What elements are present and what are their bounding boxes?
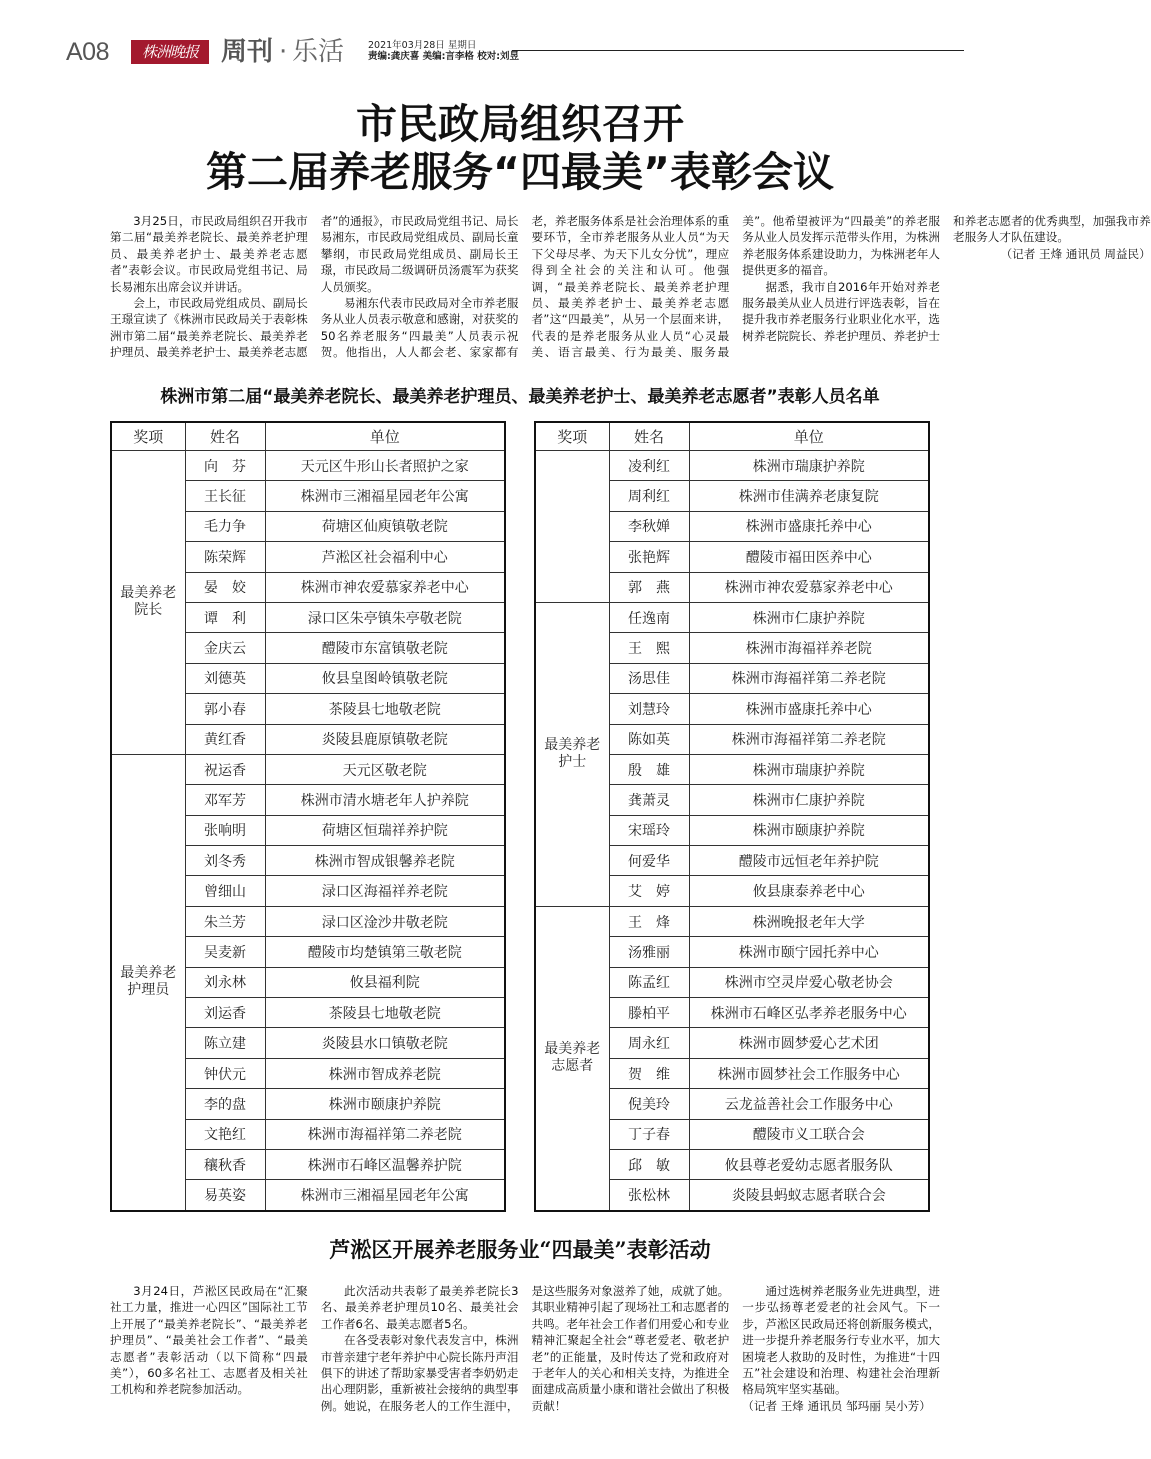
column-header-unit: 单位 bbox=[689, 422, 929, 451]
awardee-unit-cell: 攸县尊老爱幼志愿者服务队 bbox=[689, 1149, 929, 1179]
awardee-unit-cell: 株洲市佳满养老康复院 bbox=[689, 481, 929, 511]
section-separator: · bbox=[279, 37, 288, 67]
awardee-name-cell: 王长征 bbox=[185, 481, 265, 511]
awardee-name-cell: 王 熙 bbox=[609, 633, 689, 663]
awardee-unit-cell: 天元区敬老院 bbox=[265, 754, 505, 784]
awardee-name-cell: 宋瑶玲 bbox=[609, 815, 689, 845]
table-body bbox=[111, 451, 505, 1211]
awardee-name-cell: 郭小春 bbox=[185, 694, 265, 724]
awardee-name-cell: 任逸南 bbox=[609, 602, 689, 632]
awardee-unit-cell: 株洲市盛康托养中心 bbox=[689, 694, 929, 724]
awardee-name-cell: 刘慧玲 bbox=[609, 694, 689, 724]
awardee-unit-cell: 株洲市仁康护养院 bbox=[689, 785, 929, 815]
article-paragraph: 会上，市民政局党组成员、副局长王璟宣读了《株洲市民政局关于表彰株洲市第二届“最美养老院长、最美养老护理员、最美养老护士、最美养老志愿者”的通报》，市民政局党组书记、局长易湘东，市民政局党组成员、副局长童攀纲，市民政局党组成员、副局长王璟，市民政局二级调研员汤震军为获奖人员颁奖。 bbox=[110, 214, 519, 360]
awardee-unit-cell: 株洲市智成银馨养老院 bbox=[265, 846, 505, 876]
awardee-unit-cell: 株洲市三湘福星园老年公寓 bbox=[265, 481, 505, 511]
awardee-name-cell: 凌利红 bbox=[609, 451, 689, 481]
awardee-name-cell: 李秋婵 bbox=[609, 511, 689, 541]
awardee-unit-cell: 株洲市神农爱慕家养老中心 bbox=[689, 572, 929, 602]
article-paragraph: 据悉，我市自2016年开始对养老服务最美从业人员进行评选表彰，旨在提升我市养老服务行业职业化水平，选树养老院院长、养老护理员、养老护士和养老志愿者的优秀典型，加强我市养老服务人才队伍建设。 bbox=[742, 214, 1151, 343]
awardee-unit-cell: 茶陵县七地敬老院 bbox=[265, 694, 505, 724]
awardee-unit-cell: 株洲市仁康护养院 bbox=[689, 602, 929, 632]
awardee-unit-cell: 芦淞区社会福利中心 bbox=[265, 542, 505, 572]
awardee-name-cell: 汤思佳 bbox=[609, 663, 689, 693]
awardee-unit-cell: 株洲市海福祥第二养老院 bbox=[689, 724, 929, 754]
awardee-unit-cell: 荷塘区恒瑞祥养护院 bbox=[265, 815, 505, 845]
awardee-name-cell: 文艳红 bbox=[185, 1119, 265, 1149]
awardee-name-cell: 陈孟红 bbox=[609, 967, 689, 997]
article-paragraph: 通过选树养老服务业先进典型，进一步弘扬尊老爱老的社会风气。下一步，芦淞区民政局还将创新服务模式，进一步提升养老服务行专业水平，加大困境老人救助的及时性，为推进“十四五”社会建设和治理、构建社会治理新格局筑牢坚实基础。 bbox=[742, 1284, 940, 1397]
awardee-unit-cell: 株洲市神农爱慕家养老中心 bbox=[265, 572, 505, 602]
awardee-name-cell: 丁子春 bbox=[609, 1119, 689, 1149]
awardee-name-cell: 钟伏元 bbox=[185, 1058, 265, 1088]
masthead bbox=[66, 36, 966, 68]
awardee-name-cell: 李的盘 bbox=[185, 1089, 265, 1119]
table-row bbox=[111, 451, 505, 481]
article-paragraph: 易湘东代表市民政局对全市养老服务从业人员表示敬意和感谢，对获奖的50名养老服务“四最美”人员表示祝贺。他指出，人人都会老、家家都有老，养老服务体系是社会治理体系的重要环节，全市养老服务从业人员“为天下父母尽孝、为天下儿女分忧”，理应得到全社会的关注和认可。他强调，“最美养老院长、最美养老护理员、最美养老护士、最美养老志愿者”这“四最美”，从另一个层面来讲，代表的是养老服务从业人员“心灵最美、语言最美、行为最美、服务最美”。他希望被评为“四最美”的养老服务从业人员发挥示范带头作用，为株洲养老服务体系建设助力，为株洲老年人提供更多的福音。 bbox=[320, 214, 940, 360]
table-row bbox=[111, 754, 505, 784]
awardee-name-cell: 王 烽 bbox=[609, 906, 689, 936]
awardee-name-cell: 穰秋香 bbox=[185, 1149, 265, 1179]
awardee-name-cell: 郭 燕 bbox=[609, 572, 689, 602]
awardee-unit-cell: 醴陵市远恒老年养护院 bbox=[689, 846, 929, 876]
awardee-name-cell: 张艳辉 bbox=[609, 542, 689, 572]
awardee-unit-cell: 株洲市清水塘老年人护养院 bbox=[265, 785, 505, 815]
table-title: 株洲市第二届“最美养老院长、最美养老护理员、最美养老护士、最美养老志愿者”表彰人员名单 bbox=[160, 387, 880, 407]
awardee-unit-cell: 株洲晚报老年大学 bbox=[689, 906, 929, 936]
awardee-unit-cell: 炎陵县水口镇敬老院 bbox=[265, 1028, 505, 1058]
awardee-name-cell: 毛力争 bbox=[185, 511, 265, 541]
awardee-name-cell: 滕柏平 bbox=[609, 998, 689, 1028]
awardee-unit-cell: 荷塘区仙庾镇敬老院 bbox=[265, 511, 505, 541]
awardee-unit-cell: 攸县福利院 bbox=[265, 967, 505, 997]
awardee-unit-cell: 株洲市海福祥第二养老院 bbox=[265, 1119, 505, 1149]
awardee-unit-cell: 株洲市智成养老院 bbox=[265, 1058, 505, 1088]
awardee-name-cell: 倪美玲 bbox=[609, 1089, 689, 1119]
awardee-unit-cell: 天元区牛形山长者照护之家 bbox=[265, 451, 505, 481]
awardee-name-cell: 张松林 bbox=[609, 1180, 689, 1211]
awardee-name-cell: 刘德英 bbox=[185, 663, 265, 693]
awardee-unit-cell: 炎陵县蚂蚁志愿者联合会 bbox=[689, 1180, 929, 1211]
awardee-unit-cell: 株洲市石峰区弘孝养老服务中心 bbox=[689, 998, 929, 1028]
article-2-title: 芦淞区开展养老服务业“四最美”表彰活动 bbox=[329, 1237, 711, 1262]
awardee-name-cell: 邓军芳 bbox=[185, 785, 265, 815]
awardee-unit-cell: 渌口区朱亭镇朱亭敬老院 bbox=[265, 602, 505, 632]
awardee-name-cell: 陈如英 bbox=[609, 724, 689, 754]
page-number: A08 bbox=[66, 38, 109, 66]
awardee-unit-cell: 株洲市颐宁园托养中心 bbox=[689, 937, 929, 967]
awardee-unit-cell: 株洲市颐康护养院 bbox=[689, 815, 929, 845]
table-row bbox=[535, 906, 929, 936]
article-paragraph: 3月25日，市民政局组织召开我市第二届“最美养老院长、最美养老护理员、最美养老护士、最美养老志愿者”表彰会议。市民政局党组书记、局长易湘东出席会议并讲话。 bbox=[110, 214, 308, 294]
awardee-unit-cell: 株洲市三湘福星园老年公寓 bbox=[265, 1180, 505, 1211]
awardee-unit-cell: 株洲市圆梦社会工作服务中心 bbox=[689, 1058, 929, 1088]
article-body bbox=[110, 213, 1151, 373]
awardee-table-right bbox=[534, 421, 930, 1212]
awardee-name-cell: 黄红香 bbox=[185, 724, 265, 754]
table-header-row bbox=[111, 422, 505, 451]
awardee-name-cell: 刘冬秀 bbox=[185, 846, 265, 876]
awardee-name-cell: 陈荣辉 bbox=[185, 542, 265, 572]
awardee-name-cell: 刘运香 bbox=[185, 998, 265, 1028]
awardee-name-cell: 曾细山 bbox=[185, 876, 265, 906]
awardee-name-cell: 陈立建 bbox=[185, 1028, 265, 1058]
awardee-unit-cell: 攸县皇图岭镇敬老院 bbox=[265, 663, 505, 693]
article-paragraph: 此次活动共表彰了最美养老院长3名、最美养老护理员10名、最美社会工作者6名、最美志愿者5名。 bbox=[320, 1284, 519, 1331]
editor-credits: 责编:龚庆喜 美编:言李格 校对:刘昱 bbox=[368, 51, 520, 62]
awardee-unit-cell: 醴陵市均楚镇第三敬老院 bbox=[265, 937, 505, 967]
awardee-name-cell: 周利红 bbox=[609, 481, 689, 511]
awardee-name-cell: 周永红 bbox=[609, 1028, 689, 1058]
award-category-cell bbox=[535, 451, 609, 603]
awardee-unit-cell: 株洲市海福祥第二养老院 bbox=[689, 663, 929, 693]
article-paragraph: 在各受表彰对象代表发言中，株洲市普亲建宁老年养护中心院长陈丹声泪俱下的讲述了帮助家暴受害者李奶奶走出心理阴影，重新被社会接纳的典型事例。她说，在服务老人的工作生涯中，是这些服务对象滋养了她，成就了她。其职业精神引起了现场社工和志愿者的共鸣。老年社会工作者们用爱心和专业精神汇聚起全社会“尊老爱老、敬老护老”的正能量，及时传达了党和政府对于老年人的关心和相关支持，为推进全面建成高质量小康和谐社会做出了积极贡献！ bbox=[320, 1284, 730, 1413]
table-body bbox=[535, 451, 929, 1211]
column-header-name: 姓名 bbox=[185, 422, 265, 451]
awardee-name-cell: 吴麦新 bbox=[185, 937, 265, 967]
column-header-name: 姓名 bbox=[609, 422, 689, 451]
awardee-unit-cell: 株洲市颐康护养院 bbox=[265, 1089, 505, 1119]
awardee-name-cell: 邱 敏 bbox=[609, 1149, 689, 1179]
awardee-unit-cell: 渌口区淦沙井敬老院 bbox=[265, 906, 505, 936]
section-label-lifestyle: 乐活 bbox=[292, 37, 345, 67]
award-category-cell: 最美养老志愿者 bbox=[535, 906, 609, 1210]
table-row bbox=[535, 451, 929, 481]
awardee-name-cell: 朱兰芳 bbox=[185, 906, 265, 936]
column-header-award: 奖项 bbox=[111, 422, 185, 451]
awardee-name-cell: 贺 维 bbox=[609, 1058, 689, 1088]
awardee-unit-cell: 株洲市瑞康护养院 bbox=[689, 754, 929, 784]
awardee-unit-cell: 株洲市海福祥养老院 bbox=[689, 633, 929, 663]
awardee-unit-cell: 渌口区海福祥养老院 bbox=[265, 876, 505, 906]
masthead-rule bbox=[512, 50, 964, 51]
headline-line-2: 第二届养老服务“四最美”表彰会议 bbox=[206, 148, 834, 196]
awardee-unit-cell: 株洲市瑞康护养院 bbox=[689, 451, 929, 481]
table-header-row bbox=[535, 422, 929, 451]
section-label-weekly: 周刊 bbox=[221, 37, 274, 67]
awardee-name-cell: 易英姿 bbox=[185, 1180, 265, 1211]
article-2-body bbox=[110, 1283, 940, 1443]
awardee-name-cell: 谭 利 bbox=[185, 602, 265, 632]
awardee-name-cell: 龚萧灵 bbox=[609, 785, 689, 815]
awardee-unit-cell: 株洲市圆梦爱心艺术团 bbox=[689, 1028, 929, 1058]
awardee-name-cell: 艾 婷 bbox=[609, 876, 689, 906]
awardee-name-cell: 张响明 bbox=[185, 815, 265, 845]
award-category-cell: 最美养老护士 bbox=[535, 602, 609, 906]
awardee-unit-cell: 株洲市石峰区温馨养护院 bbox=[265, 1149, 505, 1179]
awardee-name-cell: 祝运香 bbox=[185, 754, 265, 784]
table-row bbox=[535, 602, 929, 632]
awardee-unit-cell: 株洲市盛康托养中心 bbox=[689, 511, 929, 541]
awardee-unit-cell: 云龙益善社会工作服务中心 bbox=[689, 1089, 929, 1119]
awardee-unit-cell: 株洲市空灵岸爱心敬老协会 bbox=[689, 967, 929, 997]
awardee-name-cell: 何爱华 bbox=[609, 846, 689, 876]
awardee-name-cell: 向 芬 bbox=[185, 451, 265, 481]
awardee-table-left bbox=[110, 421, 506, 1212]
headline bbox=[100, 100, 940, 196]
column-header-unit: 单位 bbox=[265, 422, 505, 451]
article-paragraph: 3月24日，芦淞区民政局在“汇聚社工力量，推进一心四区”国际社工节上开展了“最美养老院长”、“最美养老护理员”、“最美社会工作者”、“最美志愿者”表彰活动（以下简称“四最美”），60多名社工、志愿者及相关社工机构和养老院参加活动。 bbox=[110, 1284, 308, 1397]
headline-line-1: 市民政局组织召开 bbox=[356, 100, 684, 148]
awardee-name-cell: 晏 姣 bbox=[185, 572, 265, 602]
article-byline: （记者 王烽 通讯员 邹玛丽 吴小芳） bbox=[742, 1398, 931, 1413]
award-category-cell: 最美养老院长 bbox=[111, 451, 185, 755]
issue-date: 2021年03月28日 星期日 bbox=[368, 40, 477, 51]
awardee-unit-cell: 醴陵市东富镇敬老院 bbox=[265, 633, 505, 663]
awardee-unit-cell: 攸县康泰养老中心 bbox=[689, 876, 929, 906]
newspaper-logo: 株洲晚报 bbox=[131, 40, 209, 64]
article-byline: （记者 王烽 通讯员 周益民） bbox=[1000, 246, 1151, 261]
awardee-unit-cell: 炎陵县鹿原镇敬老院 bbox=[265, 724, 505, 754]
awardee-unit-cell: 醴陵市福田医养中心 bbox=[689, 542, 929, 572]
awardee-unit-cell: 茶陵县七地敬老院 bbox=[265, 998, 505, 1028]
awardee-name-cell: 汤雅丽 bbox=[609, 937, 689, 967]
awardee-name-cell: 金庆云 bbox=[185, 633, 265, 663]
award-category-cell: 最美养老护理员 bbox=[111, 754, 185, 1210]
awardee-name-cell: 殷 雄 bbox=[609, 754, 689, 784]
awardee-unit-cell: 醴陵市义工联合会 bbox=[689, 1119, 929, 1149]
column-header-award: 奖项 bbox=[535, 422, 609, 451]
awardee-name-cell: 刘永林 bbox=[185, 967, 265, 997]
